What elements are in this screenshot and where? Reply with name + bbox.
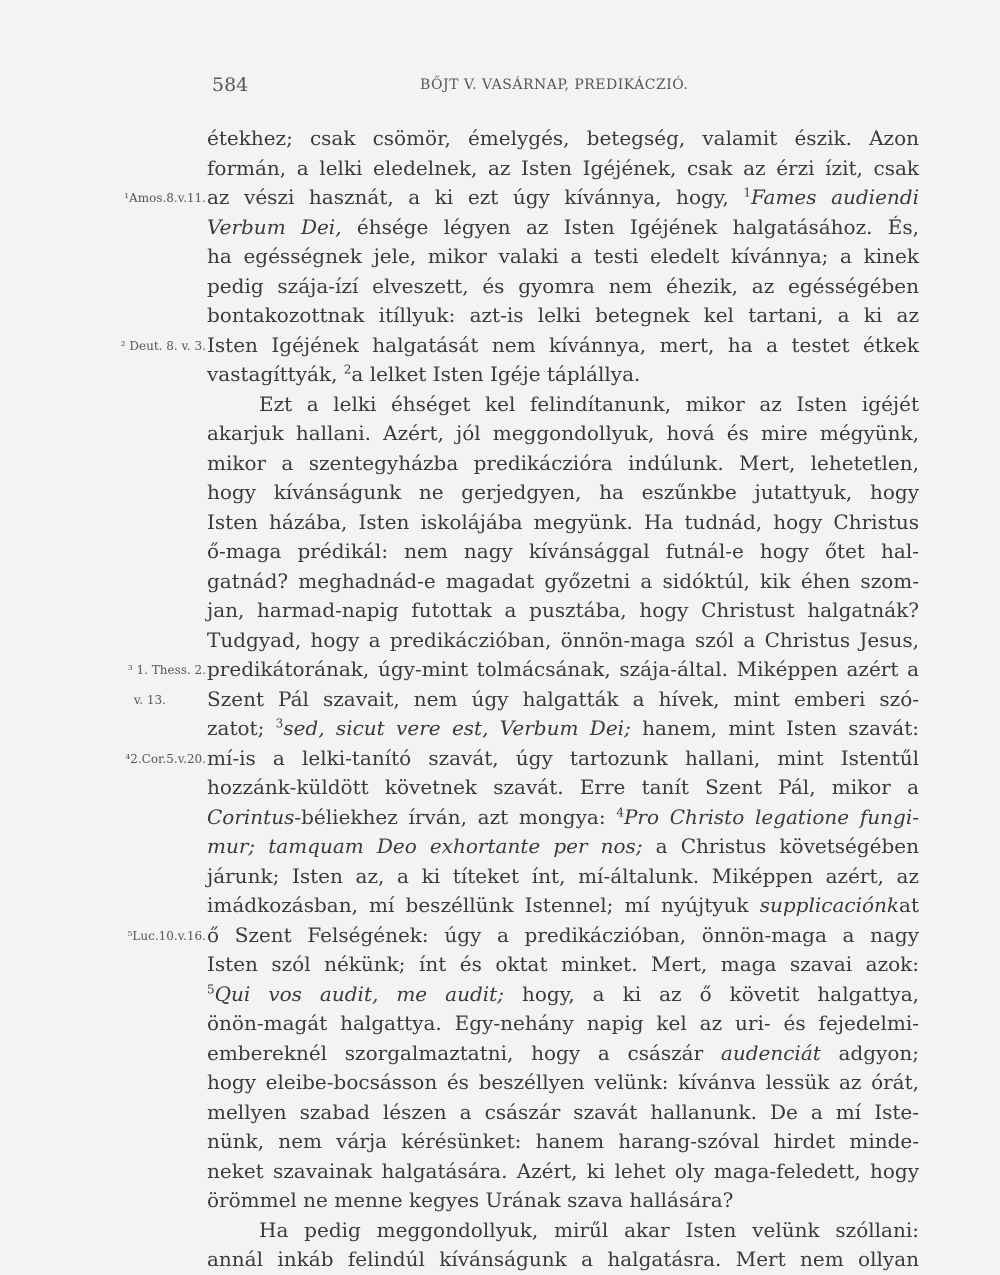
text-line xyxy=(207,272,919,302)
italic-text: mur; tamquam Deo exhortante per nos; xyxy=(207,834,643,858)
text-line xyxy=(207,419,919,449)
text-segment: bontakozottnak itíllyuk: azt-is lelki betegnek kel tartani, a ki az xyxy=(207,303,919,327)
text-segment: Isten Igéjének halgatását nem kívánnya, mert, ha a testet étkek xyxy=(207,332,919,357)
text-segment: a Christus követségében xyxy=(642,834,920,858)
text-segment: Isten szól nékünk; ínt és oktat minket. Mert, maga szavai azok: xyxy=(207,952,919,976)
text-segment: formán, a lelki eledelnek, az Isten Igéjének, csak az érzi ízit, csak xyxy=(207,155,919,180)
text-segment: mí-is a lelki-tanító szavát, úgy tartozunk hallani, mint Istentűl xyxy=(207,745,919,770)
text-segment: éhsége légyen az Isten Igéjének halgatásához. És, xyxy=(341,214,919,239)
text-segment: zatot; xyxy=(207,716,276,740)
page-number: 584 xyxy=(212,74,249,96)
text-segment: adgyon; xyxy=(820,1040,919,1065)
text-segment: örömmel ne menne kegyes Urának szava hallására? xyxy=(207,1188,734,1212)
text-line xyxy=(207,596,919,626)
text-line xyxy=(207,891,919,921)
footnote-marker: 2 xyxy=(343,362,352,377)
text-segment: hanem, mint Isten szavát: xyxy=(630,716,919,740)
text-segment: annál inkáb felindúl kívánságunk a halgatásra. Mert nem ollyan xyxy=(207,1247,919,1271)
text-segment: pedig szája-ízí elveszett, és gyomra nem éhezik, az egésségében xyxy=(207,273,919,298)
text-segment: nünk, nem várja kérésünket: hanem harang-szóval hirdet minde- xyxy=(207,1129,919,1153)
margin-reference: ¹Amos.8.v.11. xyxy=(124,191,206,205)
footnote-marker: 3 xyxy=(275,716,284,731)
text-line xyxy=(207,183,919,213)
text-line xyxy=(207,449,919,479)
text-segment: ő Szent Felségének: úgy a predikáczióban, önnön-maga a nagy xyxy=(207,922,919,947)
text-segment: ha egésségnek jele, mikor valaki a testi eledelt kívánnya; a kinek xyxy=(207,244,919,268)
text-line xyxy=(207,242,919,272)
margin-reference: ³ 1. Thess. 2. xyxy=(127,663,206,677)
text-segment: étekhez; csak csömör, émelygés, betegség, valamit észik. Azon xyxy=(207,126,919,150)
text-line xyxy=(207,567,919,597)
text-line xyxy=(207,655,919,685)
margin-reference: ⁵Luc.10.v.16. xyxy=(127,928,206,943)
footnote-marker: 1 xyxy=(743,185,751,200)
text-segment: Tudgyad, hogy a predikáczióban, önnön-maga szól a Christus Jesus, xyxy=(207,627,919,652)
text-segment: ő-maga prédikál: nem nagy kívánsággal futnál-e hogy őtet hal- xyxy=(207,539,919,563)
text-line xyxy=(207,744,919,774)
text-line xyxy=(207,360,919,390)
text-segment: predikátorának, úgy-mint tolmácsának, szája-által. Miképpen azért a xyxy=(207,657,919,681)
margin-reference: ² Deut. 8. v. 3. xyxy=(120,338,206,353)
italic-text: Fames audiendi xyxy=(751,185,919,209)
footnote-marker: 4 xyxy=(616,804,624,819)
text-line xyxy=(207,862,919,892)
text-line xyxy=(207,1098,919,1128)
text-segment: Isten házába, Isten iskolájába megyünk. Ha tudnád, hogy Christus xyxy=(207,509,919,534)
text-line xyxy=(207,626,919,656)
text-line xyxy=(207,803,919,833)
text-line xyxy=(207,1245,919,1275)
text-segment: embereknél szorgalmaztatni, hogy a császár xyxy=(207,1040,721,1065)
text-line xyxy=(207,478,919,508)
text-line xyxy=(207,832,919,862)
italic-text: Qui vos audit, me audit; xyxy=(214,981,504,1006)
text-line xyxy=(207,950,919,980)
text-segment: hogy kívánságunk ne gerjedgyen, ha eszűnkbe jutattyuk, hogy xyxy=(207,480,919,504)
text-line xyxy=(207,301,919,331)
text-segment: önön-magát halgattya. Egy-nehány napig kel az uri- és fejedelmi- xyxy=(207,1011,919,1035)
text-segment: az vészi hasznát, a ki ezt úgy kívánnya, hogy, xyxy=(207,185,744,209)
text-segment: Ha pedig meggondollyuk, mirűl akar Isten velünk szóllani: xyxy=(259,1217,919,1242)
text-segment: hogy, a ki az ő követit halgattya, xyxy=(503,981,920,1006)
text-line xyxy=(207,773,919,803)
text-segment: at xyxy=(899,893,919,917)
text-line xyxy=(207,1186,919,1216)
text-line xyxy=(207,331,919,361)
text-segment: hozzánk-küldött követnek szavát. Erre tanít Szent Pál, mikor a xyxy=(207,775,919,799)
text-line xyxy=(207,537,919,567)
text-line xyxy=(207,1127,919,1157)
text-line xyxy=(207,1216,919,1246)
running-head: BŐJT V. VASÁRNAP, PREDIKÁCZIÓ. xyxy=(420,77,689,93)
text-line xyxy=(207,921,919,951)
footnote-marker: 5 xyxy=(207,981,215,996)
italic-text: Pro Christo legatione fungi- xyxy=(623,804,919,829)
body-text xyxy=(207,124,919,1275)
text-segment: jan, harmad-napig futottak a pusztába, hogy Christust halgatnák? xyxy=(207,598,919,622)
text-line xyxy=(207,124,919,154)
text-segment: a lelket Isten Igéje táplállya. xyxy=(351,362,641,386)
italic-text: audenciát xyxy=(720,1040,821,1065)
text-line xyxy=(207,1068,919,1098)
text-line xyxy=(207,714,919,744)
text-segment: hogy eleibe-bocsásson és beszéllyen velünk: kívánva lessük az órát, xyxy=(207,1070,919,1094)
italic-text: sed, sicut vere est, Verbum Dei; xyxy=(283,716,631,740)
text-line xyxy=(207,508,919,538)
text-line xyxy=(207,1009,919,1039)
text-segment: imádkozásban, mí beszéllünk Istennel; mí nyújtyuk xyxy=(207,893,760,917)
margin-reference: v. 13. xyxy=(133,692,166,707)
italic-text: supplicaciónk xyxy=(759,893,900,917)
text-line xyxy=(207,1039,919,1069)
text-segment: -béliekhez írván, azt mongya: xyxy=(294,804,617,829)
text-line xyxy=(207,213,919,243)
text-segment: neket szavainak halgatására. Azért, ki lehet oly maga-feledett, hogy xyxy=(207,1158,919,1183)
text-segment: akarjuk hallani. Azért, jól meggondollyuk, hová és mire mégyünk, xyxy=(207,421,919,445)
text-segment: mellyen szabad lészen a császár szavát hallanunk. De a mí Iste- xyxy=(207,1099,919,1124)
text-line xyxy=(207,980,919,1010)
text-segment: Ezt a lelki éhséget kel felindítanunk, mikor az Isten igéjét xyxy=(259,391,919,416)
italic-text: Corintus xyxy=(207,804,295,829)
text-segment: mikor a szentegyházba predikáczióra indúlunk. Mert, lehetetlen, xyxy=(207,450,919,475)
text-line xyxy=(207,154,919,184)
text-line xyxy=(207,685,919,715)
text-segment: vastagíttyák, xyxy=(207,362,344,386)
text-segment: Szent Pál szavait, nem úgy halgatták a hívek, mint emberi szó- xyxy=(207,686,919,711)
text-segment: járunk; Isten az, a ki títeket ínt, mí-általunk. Miképpen azért, az xyxy=(207,863,919,888)
italic-text: Verbum Dei, xyxy=(207,214,342,239)
text-line xyxy=(207,390,919,420)
margin-reference: ⁴2.Cor.5.v.20. xyxy=(125,751,206,766)
text-line xyxy=(207,1157,919,1187)
text-segment: gatnád? meghadnád-e magadat győzetni a sidóktúl, kik éhen szom- xyxy=(207,568,919,593)
